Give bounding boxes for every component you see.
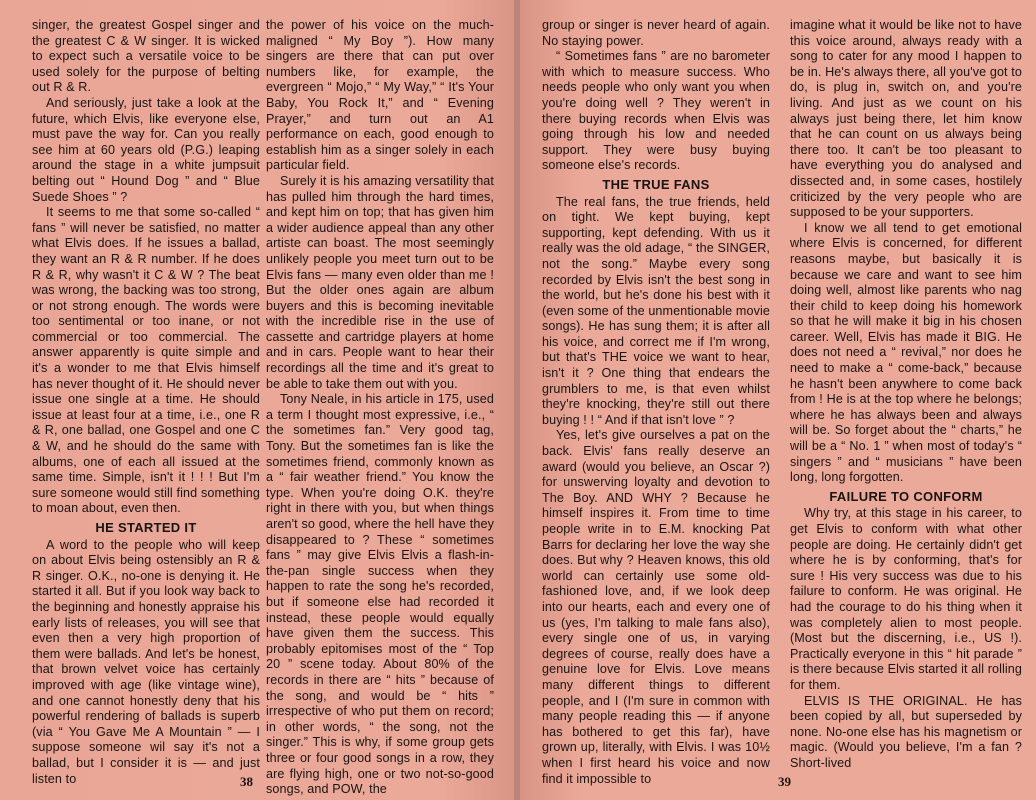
right-page-column-1 — [542, 18, 770, 787]
section-heading: HE STARTED IT — [95, 520, 197, 535]
paragraph: imagine what it would be like not to have this voice around, always ready with a song to cater for any mood I happen to be in. He's always there, all you've got to do, is plug in, switch on, and you're living. And just as we count on his always just being there, let him know that he can count on us always being there too. It can't be too pleasant to have everything you do analysed and dissected and, in some cases, hostilely criticized by the very people who are supposed to be your supporters. — [790, 18, 1022, 220]
left-page — [0, 0, 516, 800]
paragraph: A word to the people who will keep on about Elvis being ostensibly an R & R singer. O.K., no-one is denying it. He started it all. But if you look way back to the beginning and honestly appraise his early lists of releases, you will see that even then a very high proportion of them were ballads. And let's be honest, that brown velvet voice has certainly improved with age (like vintage wine), and one cannot honestly deny that his powerful rendering of ballads is superb (via “ You Gave Me A Mountain ” — I suppose someone wil say it's not a ballad, but I consider it is — and just listen to — [32, 537, 260, 786]
paragraph: the power of his voice on the much-maligned “ My Boy ”). How many singers are there that can put over numbers like, for example, the evergreen “ Mojo,” “ My Way,” “ It's Your Baby, You Rock It,” and “ Evening Prayer,” and turn out an A1 performance on each, good enough to establish him as a singer solely in each particular field. — [266, 18, 494, 173]
page-number: 39 — [778, 774, 791, 789]
paragraph: And seriously, just take a look at the future, which Elvis, like everyone else, must pave the way for. Can you really see him at 60 years old (P.G.) leaping around the stage in a white jumpsuit belting out “ Hound Dog ” and “ Blue Suede Shoes ” ? — [32, 95, 260, 204]
section-heading: FAILURE TO CONFORM — [829, 488, 983, 504]
right-page — [520, 0, 1036, 800]
paragraph: I know we all tend to get emotional where Elvis is concerned, for different reasons maybe, but basically it is because we care and want to see him doing well, almost like parents who nag their child to keep doing his homework so that he will make it big in his chosen career. Well, Elvis has made it BIG. He does not need a “ revival,” nor does he need to make a “ come-back,” because he hasn't been anywhere to come back from ! He is at the top where he belongs; where he has always been and always will be. So forget about the “ charts,” he will be a “ No. 1 ” when most of today's “ singers ” and “ musicians ” have been long, long forgotten. — [790, 220, 1022, 485]
paragraph: Tony Neale, in his article in 175, used a term I thought most expressive, i.e., “ the sometimes fan.” Very good tag, Tony. But the sometimes fan is like the sometimes friend, commonly known as a “ fair weather friend.” You know the type. When you're doing O.K. they're right in there with you, but when things aren't so good, where the hell have they disappeared to ? These “ sometimes fans ” may give Elvis Elvis a flash-in-the-pan single success when they happen to rate the song he's recorded, but if someone else had recorded it instead, these people would equally have given them the success. This probably epitomises most of the “ Top 20 ” scene today. About 80% of the records in there are “ hits ” because of the song, and would be “ hits ” irrespective of who put them on record; in other words, “ the song, not the singer.” This is why, if some group gets three or four good songs in a row, they are flying high, one or two not-so-good songs, and POW, the — [266, 392, 494, 797]
right-page-column-2 — [790, 18, 1022, 772]
section-heading: THE TRUE FANS — [602, 176, 710, 192]
paragraph: Why try, at this stage in his career, to get Elvis to conform with what other people are doing. He certainly didn't get where he is by conforming, that's for sure ! His very success was due to his failure to conform. He was original. He had the courage to do his thing when it was completely alien to most people. (Most but the discerning, i.e., US !). Practically everyone in this “ hit parade ” is there because Elvis started it all rolling for them. — [790, 506, 1022, 692]
paragraph: It seems to me that some so-called “ fans ” will never be satisfied, no matter what Elvis does. If he issues a ballad, they want an R & R number. If he does R & R, why wasn't it C & W ? The beat was wrong, the backing was too strong, or not strong enough. The words were too sentimental or too inane, or not commercial or too commercial. The answer apparently is quite simple and it's a wonder to me that Elvis himself has never thought of it. He should never issue one single at a time. He should issue at least four at a time, i.e., one R & R, one ballad, one Gospel and one C & W, and he should do the same with albums, one of each all issued at the same time. Simple, isn't it ! ! ! But I'm sure someone would still find something to moan about, even then. — [32, 205, 260, 516]
paragraph: “ Sometimes fans ” are no barometer with which to measure success. Who needs people who only want you when you're doing well ? They weren't in there buying records when Elvis was going through his low and needed support. They were busy buying someone else's records. — [542, 49, 770, 173]
paragraph: ELVIS IS THE ORIGINAL. He has been copied by all, but superseded by none. No-one else has his magnetism or magic. (Would you believe, I'm a fan ? Short-lived — [790, 693, 1022, 770]
paragraph: Surely it is his amazing versatility that has pulled him through the hard times, and kept him on top; that has given him a wider audience appeal than any other artiste can boast. The most seemingly unlikely people you meet turn out to be Elvis fans — many even older than me ! But the older ones again are album buyers and this is becoming inevitable with the incredible rise in the use of cassette and cartridge players at home and in cars. People want to hear their recordings all the time and it's great to be able to take them out with you. — [266, 173, 494, 391]
page-number: 38 — [240, 774, 253, 789]
paragraph: singer, the greatest Gospel singer and the greatest C & W singer. It is wicked to expect such a versatile voice to be used solely for the purpose of belting out R & R. — [32, 18, 260, 95]
paragraph: The real fans, the true friends, held on tight. We kept buying, kept supporting, kept defending. With us it really was the old adage, “ the SINGER, not the song.” Maybe every song recorded by Elvis isn't the best song in the world, but he's done his best with it (even some of the unmentionable movie songs). He has sung them; it is after all his voice, and correct me if I'm wrong, but that's THE voice we want to hear, isn't it ? One thing that endears the grumblers to me, is that even whilst they're knocking, they're still out there buying ! ! “ And if that isn't love ” ? — [542, 194, 770, 427]
paragraph: Yes, let's give ourselves a pat on the back. Elvis' fans really deserve an award (would you believe, an Oscar ?) for unswerving loyalty and devotion to The Boy. AND WHY ? Because he himself inspires it. From time to time people write in to E.M. knocking Pat Barrs for declaring her love the way she does. But why ? Heaven knows, this old world can certainly use some old-fashioned love, and, if we look deep into our hearts, each and every one of us (yes, I'm talking to male fans also), every single one of us, in varying degrees of course, really does have a genuine love for Elvis. Love means many different things to different people, and I (I'm sure in common with many people reading this — if anyone has bothered to get this far), have grown up, literally, with Elvis. I was 10½ when I first heard his voice and now find it impossible to — [542, 428, 770, 786]
left-page-column-1 — [32, 18, 260, 787]
paragraph: group or singer is never heard of again. No staying power. — [542, 18, 770, 48]
left-page-column-2 — [266, 18, 494, 798]
